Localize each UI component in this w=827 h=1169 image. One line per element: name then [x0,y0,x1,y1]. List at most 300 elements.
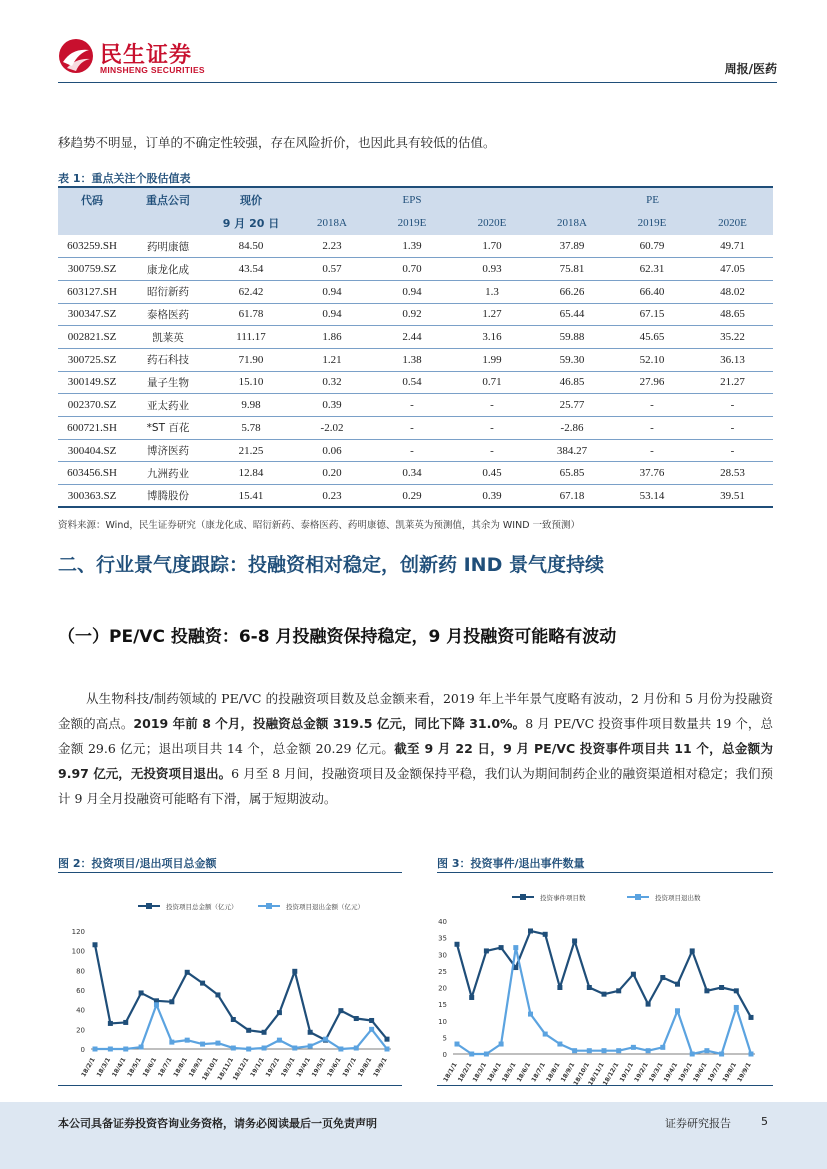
y-tick-label: 5 [442,1034,447,1043]
value-cell: 0.94 [372,280,452,303]
data-point [200,981,205,986]
header-year: 2020E [452,211,532,235]
data-point [616,1048,621,1053]
value-cell: 67.15 [612,303,692,326]
x-tick-label: 18/7/1 [530,1061,547,1084]
value-cell: 48.65 [692,303,773,326]
data-point [123,1020,128,1025]
data-point [572,938,577,943]
value-cell: 0.54 [372,371,452,394]
x-tick-label: 18/2/1 [456,1061,474,1084]
value-cell: 66.26 [532,280,612,303]
x-tick-label: 18/5/1 [500,1061,518,1084]
data-point [277,1038,282,1043]
data-point [108,1021,113,1026]
data-point [704,988,709,993]
x-tick-label: 18/9/1 [187,1056,205,1079]
table-row [58,326,773,349]
stock-code-cell: 603259.SH [58,235,126,258]
data-point [557,1042,562,1047]
value-cell: 2.44 [372,326,452,349]
header-empty [126,211,210,235]
header-price: 现价 [210,187,292,211]
data-point [93,942,98,947]
data-point [734,988,739,993]
stock-code-cell: 300347.SZ [58,303,126,326]
value-cell: 0.57 [292,258,372,281]
table-body [58,235,773,507]
value-cell: 66.40 [612,280,692,303]
data-point [587,1048,592,1053]
y-tick-label: 0 [80,1046,85,1054]
value-cell: 0.39 [452,485,532,508]
data-point [108,1047,113,1052]
data-point [246,1028,251,1033]
data-point [513,945,518,950]
header-year: 2019E [372,211,452,235]
data-point [385,1047,390,1052]
value-cell: 47.05 [692,258,773,281]
value-cell: 0.71 [452,371,532,394]
value-cell: - [612,417,692,440]
value-cell: 59.88 [532,326,612,349]
x-tick-label: 18/1/1 [442,1061,459,1084]
value-cell: 39.51 [692,485,773,508]
company-name-cell: *ST 百花 [126,417,210,440]
x-tick-label: 18/6/1 [141,1056,159,1079]
data-point [719,1052,724,1057]
body-text: 8 月 PE/VC 投资事件项目数量共 19 个，总金额 29.6 亿元；退出项目共 14 个，总金额 20.29 亿元。 [58,716,773,756]
x-tick-label: 18/2/1 [80,1056,97,1079]
header-empty [58,211,126,235]
data-point [169,999,174,1004]
body-text: 6 月至 8 月间，投融资项目及金额保持平稳，我们认为期间制药企业的融资渠道相对稳定；我们预计 9 月全月投融资可能略有下滑，属于短期波动。 [58,766,773,806]
x-tick-label: 18/3/1 [471,1061,489,1084]
data-point [338,1008,343,1013]
value-cell: 0.32 [292,371,372,394]
table-row [58,485,773,508]
value-cell: 36.13 [692,348,773,371]
stock-code-cell: 300149.SZ [58,371,126,394]
figure-3-title: 图 3：投资事件/退出事件数量 [437,857,585,870]
data-point [354,1046,359,1051]
value-cell: 28.53 [692,462,773,485]
x-tick-label: 18/11/1 [587,1061,606,1087]
value-cell: 53.14 [612,485,692,508]
data-point [690,1052,695,1057]
value-cell: 5.78 [210,417,292,440]
data-point [528,928,533,933]
value-cell: 1.70 [452,235,532,258]
body-text: 从生物科技/制药领域的 PE/VC 的投融资项目数及总金额来看，2019 年上半年景气度略有波动，2 月份和 5 月份为投融资金额的高点。 [58,691,773,731]
value-cell: 65.44 [532,303,612,326]
body-bold-text: 2019 年前 8 个月，投融资总金额 319.5 亿元，同比下降 31.0%。 [133,716,526,731]
value-cell: - [612,439,692,462]
x-tick-label: 18/6/1 [515,1061,533,1084]
value-cell: 0.39 [292,394,372,417]
stock-code-cell: 300363.SZ [58,485,126,508]
x-tick-label: 18/8/1 [545,1061,562,1084]
stock-code-cell: 600721.SH [58,417,126,440]
x-tick-label: 18/10/1 [200,1056,220,1082]
data-point [484,1052,489,1057]
data-point [455,942,460,947]
value-cell: 59.30 [532,348,612,371]
data-point [602,1048,607,1053]
data-point [704,1048,709,1053]
value-cell: 0.29 [372,485,452,508]
x-tick-label: 18/4/1 [486,1061,503,1084]
x-tick-label: 19/8/1 [356,1056,374,1079]
legend-marker [146,903,152,909]
logo-chinese-name: 民生证券 [100,43,193,68]
header-year: 2018A [532,211,612,235]
data-point [646,1002,651,1007]
data-point [631,1045,636,1050]
value-cell: 0.45 [452,462,532,485]
stock-code-cell: 300759.SZ [58,258,126,281]
company-name-cell: 博腾股份 [126,485,210,508]
data-point [215,992,220,997]
data-point [262,1046,267,1051]
header-code: 代码 [58,187,126,211]
x-tick-label: 18/4/1 [110,1056,128,1079]
legend-marker [520,894,526,900]
y-tick-label: 60 [76,987,85,995]
figure-2 [58,872,402,1086]
figure-2-chart [58,873,402,1087]
data-point [646,1048,651,1053]
value-cell: - [692,417,773,440]
series-line [457,931,751,1017]
x-tick-label: 19/9/1 [372,1056,389,1079]
body-paragraph [58,686,773,811]
value-cell: 43.54 [210,258,292,281]
data-point [719,985,724,990]
value-cell: 37.76 [612,462,692,485]
stock-code-cell: 603127.SH [58,280,126,303]
value-cell: - [452,417,532,440]
page-header [0,0,827,88]
data-point [690,948,695,953]
data-point [587,985,592,990]
x-tick-label: 19/7/1 [341,1056,358,1079]
x-tick-label: 19/9/1 [736,1061,753,1084]
data-point [215,1041,220,1046]
value-cell: 1.21 [292,348,372,371]
data-point [308,1044,313,1049]
data-point [154,1002,159,1007]
value-cell: 0.23 [292,485,372,508]
header-company: 重点公司 [126,187,210,211]
value-cell: 62.31 [612,258,692,281]
data-point [338,1047,343,1052]
data-point [602,992,607,997]
data-point [749,1052,754,1057]
x-tick-label: 18/12/1 [231,1056,251,1082]
value-cell: 21.27 [692,371,773,394]
header-year: 2019E [612,211,692,235]
value-cell: 0.20 [292,462,372,485]
company-name-cell: 凯莱英 [126,326,210,349]
y-tick-label: 80 [76,967,85,976]
value-cell: 0.06 [292,439,372,462]
value-cell: 0.94 [292,303,372,326]
data-point [231,1017,236,1022]
data-point [308,1030,313,1035]
table-row [58,303,773,326]
y-tick-label: 15 [438,1001,447,1010]
company-name-cell: 泰格医药 [126,303,210,326]
company-name-cell: 亚太药业 [126,394,210,417]
value-cell: 49.71 [692,235,773,258]
logo-english-name: MINSHENG SECURITIES [100,65,205,75]
value-cell: - [372,439,452,462]
data-point [369,1018,374,1023]
stock-code-cell: 002370.SZ [58,394,126,417]
x-tick-label: 18/11/1 [216,1056,236,1082]
data-point [323,1037,328,1042]
data-point [123,1047,128,1052]
y-tick-label: 0 [442,1051,447,1059]
data-point [139,990,144,995]
x-tick-label: 19/1/1 [249,1056,266,1079]
value-cell: -2.02 [292,417,372,440]
data-point [185,970,190,975]
value-cell: 1.27 [452,303,532,326]
y-tick-label: 20 [438,984,447,993]
value-cell: 15.10 [210,371,292,394]
header-year: 2018A [292,211,372,235]
x-tick-label: 18/3/1 [95,1056,113,1079]
section-heading: 二、行业景气度跟踪：投融资相对稳定，创新药 IND 景气度持续 [58,554,604,576]
x-tick-label: 19/2/1 [633,1061,650,1084]
value-cell: 37.89 [532,235,612,258]
value-cell: 21.25 [210,439,292,462]
value-cell: 15.41 [210,485,292,508]
table-source: 资料来源：Wind，民生证券研究（康龙化成、昭衍新药、泰格医药、药明康德、凯莱英为预测值，其余为 WIND 一致预测） [58,520,581,531]
data-point [749,1015,754,1020]
x-tick-label: 19/1/1 [618,1061,636,1084]
value-cell: 1.86 [292,326,372,349]
value-cell: 71.90 [210,348,292,371]
legend-marker [266,903,272,909]
y-tick-label: 120 [71,928,85,936]
company-name-cell: 药明康德 [126,235,210,258]
legend-label: 投资项目退出金额（亿元） [286,903,364,911]
value-cell: - [372,394,452,417]
legend-label: 投资项目总金额（亿元） [166,903,238,911]
figure-3-chart [437,873,773,1087]
x-tick-label: 19/7/1 [706,1061,724,1084]
data-point [484,948,489,953]
value-cell: - [452,439,532,462]
company-name-cell: 康龙化成 [126,258,210,281]
y-tick-label: 20 [76,1026,85,1035]
report-type: 周报/医药 [724,62,777,76]
value-cell: 1.38 [372,348,452,371]
header-year: 2020E [692,211,773,235]
value-cell: 48.02 [692,280,773,303]
data-point [93,1047,98,1052]
x-tick-label: 18/5/1 [126,1056,143,1079]
data-point [262,1030,267,1035]
y-tick-label: 30 [438,951,447,960]
x-tick-label: 18/7/1 [156,1056,174,1079]
value-cell: - [692,439,773,462]
x-tick-label: 19/2/1 [264,1056,282,1079]
data-point [139,1045,144,1050]
x-tick-label: 18/10/1 [572,1061,592,1087]
data-point [528,1012,533,1017]
value-cell: 2.23 [292,235,372,258]
x-tick-label: 18/8/1 [172,1056,189,1079]
x-tick-label: 19/3/1 [647,1061,665,1084]
legend-marker [635,894,641,900]
header-price-date: 9 月 20 日 [210,211,292,235]
value-cell: 384.27 [532,439,612,462]
value-cell: - [372,417,452,440]
company-name-cell: 量子生物 [126,371,210,394]
stock-code-cell: 603456.SH [58,462,126,485]
y-tick-label: 40 [76,1006,85,1015]
data-point [200,1042,205,1047]
data-point [675,1008,680,1013]
data-point [543,1032,548,1037]
value-cell: 45.65 [612,326,692,349]
logo-emblem-icon [58,38,94,74]
footer-label: 证券研究报告 [665,1117,731,1130]
value-cell: 0.92 [372,303,452,326]
header-eps: EPS [292,187,532,211]
value-cell: 75.81 [532,258,612,281]
header-divider [58,82,777,83]
value-cell: 0.34 [372,462,452,485]
stock-code-cell: 300404.SZ [58,439,126,462]
value-cell: - [612,394,692,417]
value-cell: -2.86 [532,417,612,440]
data-point [469,995,474,1000]
x-tick-label: 19/4/1 [662,1061,680,1084]
data-point [616,988,621,993]
value-cell: - [452,394,532,417]
legend-label: 投资事件项目数 [540,894,586,902]
value-cell: 1.99 [452,348,532,371]
data-point [660,975,665,980]
data-point [660,1045,665,1050]
company-name-cell: 昭衍新药 [126,280,210,303]
body-bold-text: 截至 9 月 22 日，9 月 PE/VC 投资事件项目共 11 个，总金额为 9.97 亿元，无投资项目退出。 [58,741,773,781]
minsheng-logo [58,38,218,80]
value-cell: 1.3 [452,280,532,303]
value-cell: 9.98 [210,394,292,417]
figure-3 [437,872,773,1086]
table-row [58,394,773,417]
stock-code-cell: 300725.SZ [58,348,126,371]
value-cell: 35.22 [692,326,773,349]
value-cell: 3.16 [452,326,532,349]
value-cell: 67.18 [532,485,612,508]
value-cell: 0.70 [372,258,452,281]
data-point [185,1038,190,1043]
value-cell: 27.96 [612,371,692,394]
table-row [58,280,773,303]
data-point [231,1046,236,1051]
data-point [277,1010,282,1015]
value-cell: 0.94 [292,280,372,303]
y-tick-label: 35 [438,934,447,943]
x-tick-label: 18/9/1 [559,1061,577,1084]
data-point [557,985,562,990]
value-cell: 46.85 [532,371,612,394]
data-point [292,1046,297,1051]
data-point [385,1037,390,1042]
legend-label: 投资项目退出数 [655,894,701,902]
data-point [354,1016,359,1021]
value-cell: 111.17 [210,326,292,349]
data-point [246,1047,251,1052]
table-row [58,417,773,440]
subsection-heading: （一）PE/VC 投融资：6-8 月投融资保持稳定，9 月投融资可能略有波动 [58,627,617,647]
y-tick-label: 25 [438,967,447,976]
data-point [631,972,636,977]
y-tick-label: 10 [438,1017,447,1026]
table-title: 表 1：重点关注个股估值表 [58,172,191,185]
value-cell: 12.84 [210,462,292,485]
value-cell: 0.93 [452,258,532,281]
valuation-table [58,186,773,508]
x-tick-label: 19/8/1 [721,1061,739,1084]
value-cell: - [692,394,773,417]
data-point [734,1005,739,1010]
company-name-cell: 九洲药业 [126,462,210,485]
table-row [58,371,773,394]
x-tick-label: 19/3/1 [279,1056,297,1079]
data-point [675,982,680,987]
y-tick-label: 40 [438,918,447,926]
data-point [499,945,504,950]
x-tick-label: 18/12/1 [601,1061,621,1087]
y-tick-label: 100 [71,947,85,956]
data-point [169,1040,174,1045]
data-point [469,1052,474,1057]
x-tick-label: 19/6/1 [692,1061,709,1084]
data-point [572,1048,577,1053]
x-tick-label: 19/6/1 [326,1056,343,1079]
page-footer [0,1102,827,1169]
intro-paragraph: 移趋势不明显，订单的不确定性较强，存在风险折价，也因此具有较低的估值。 [58,135,496,150]
table-row [58,258,773,281]
company-name-cell: 药石科技 [126,348,210,371]
data-point [543,932,548,937]
header-pe: PE [532,187,773,211]
value-cell: 61.78 [210,303,292,326]
page-number: 5 [761,1115,768,1128]
value-cell: 84.50 [210,235,292,258]
table-row [58,439,773,462]
data-point [369,1027,374,1032]
value-cell: 65.85 [532,462,612,485]
value-cell: 25.77 [532,394,612,417]
value-cell: 52.10 [612,348,692,371]
value-cell: 60.79 [612,235,692,258]
data-point [455,1042,460,1047]
table-row [58,348,773,371]
x-tick-label: 19/5/1 [677,1061,694,1084]
figure-2-title: 图 2：投资项目/退出项目总金额 [58,857,217,870]
table-row [58,235,773,258]
series-line [457,948,751,1054]
